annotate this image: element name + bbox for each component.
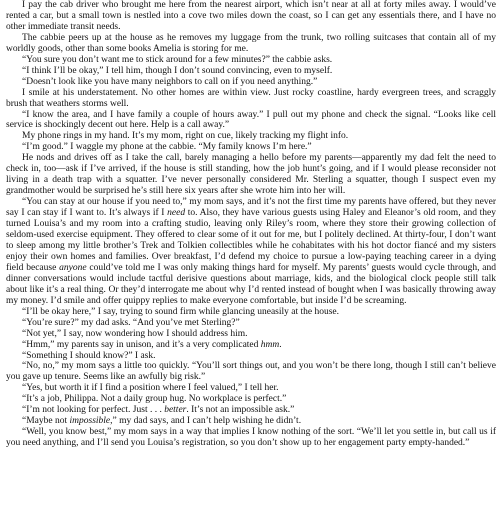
paragraph-1: I pay the cab driver who brought me here from the nearest airport, which isn’t near at all at forty miles away. I would’ve rented a car, but a small town is nestled into a cove two miles down the coast, so I can get any essentials there, and I have no other immediate transit needs.	[6, 0, 496, 32]
paragraph-6: I smile at his understatement. No other homes are within view. Just rocky coastline, hardy evergreen trees, and scraggly brush that weathers storms well.	[6, 87, 496, 109]
paragraph-20: “I’m not looking for perfect. Just . . . better. It’s not an impossible ask.”	[22, 405, 295, 416]
paragraph-4: “I think I’ll be okay,” I tell him, though I don’t sound convincing, even to myself.	[22, 65, 333, 76]
paragraph-10: He nods and drives off as I take the call, barely managing a hello before my parents—apparently my dad felt the need to check in, too—ask if I’ve arrived, if the house is still standing, how the job hunt’s going, and if I would please reconsider not living in a death trap with a squatter. I’ve never personally considered Mr. Sterling a squatter, though I suspect even my grandmother would be surprised he’s still here six years after she wrote him into her will.	[6, 153, 496, 197]
paragraph-15: “Hmm,” my parents say in unison, and it’s a very complicated hmm.	[22, 339, 282, 350]
paragraph-3: “You sure you don’t want me to stick around for a few minutes?” the cabbie asks.	[22, 54, 333, 65]
paragraph-5: “Doesn’t look like you have many neighbors to call on if you need anything.”	[22, 76, 318, 87]
paragraph-13: “You’re sure?” my dad asks. “And you’ve met Sterling?”	[22, 317, 240, 328]
paragraph-14: “Not yet,” I say, now wondering how I should address him.	[22, 328, 248, 339]
paragraph-22: “Well, you know best,” my mom says in a way that implies I know nothing of the sort. “We’ll let you settle in, but call us if you need anything, and I’ll send you Louisa’s registration, so you don’t show up to her engagement party empty-handed.”	[6, 427, 496, 449]
paragraph-19: “It’s a job, Philippa. Not a daily group hug. No workplace is perfect.”	[22, 394, 287, 405]
paragraph-18: “Yes, but worth it if I find a position where I feel valued,” I tell her.	[22, 383, 279, 394]
paragraph-12: “I’ll be okay here,” I say, trying to sound firm while glancing uneasily at the house.	[22, 306, 340, 317]
paragraph-16: “Something I should know?” I ask.	[22, 350, 156, 361]
paragraph-21: “Maybe not impossible,” my dad says, and I can’t help wishing he didn’t.	[22, 416, 302, 427]
paragraph-11: “You can stay at our house if you need to,” my mom says, and it’s not the first time my parents have offered, but they never say I can stay if I want to. It’s always if I need to. Also, they have various guests using Haley and Eleanor’s old room, and they turned Louisa’s and my room into a crafting studio, leaving only Riley’s room, where they store their growing collection of seldom-used exercise equipment. They offered to clear some of it out for me, but I politely declined. At thirty-four, I don’t want to sleep among my little brother’s Trek and Tolkien collectibles while he cohabitates with his hot doctor fiancé and my sisters enjoy their own homes and families. Over breakfast, I’d defend my choice to pursue a low-paying teaching career in a dying field because anyone could’ve told me I was only making things hard for myself. My parents’ guests would cycle through, and dinner conversations would include tactful derisive questions about marriage, kids, and the biological clock people still talk about like it’s a real thing. Or they’d interrogate me about why I’d rented instead of bought when I was basically throwing away my money. I’d smile and offer quippy replies to make everyone comfortable, but inside I’d be screaming.	[6, 197, 496, 306]
paragraph-8: My phone rings in my hand. It’s my mom, right on cue, likely tracking my flight info.	[22, 131, 349, 142]
paragraph-7: “I know the area, and I have family a couple of hours away.” I pull out my phone and check the signal. “Looks like cell service is shockingly decent out here. Help is a call away.”	[6, 109, 496, 131]
paragraph-17: “No, no,” my mom says a little too quickly. “You’ll sort things out, and you won’t be there long, though I still can’t believe you gave up tenure. Seems like an awfully big risk.”	[6, 361, 496, 383]
paragraph-9: “I’m good.” I waggle my phone at the cabbie. “My family knows I’m here.”	[22, 142, 312, 153]
paragraph-2: The cabbie peers up at the house as he removes my luggage from the trunk, two rolling suitcases that contain all of my worldly goods, other than some books Amelia is storing for me.	[6, 32, 496, 54]
